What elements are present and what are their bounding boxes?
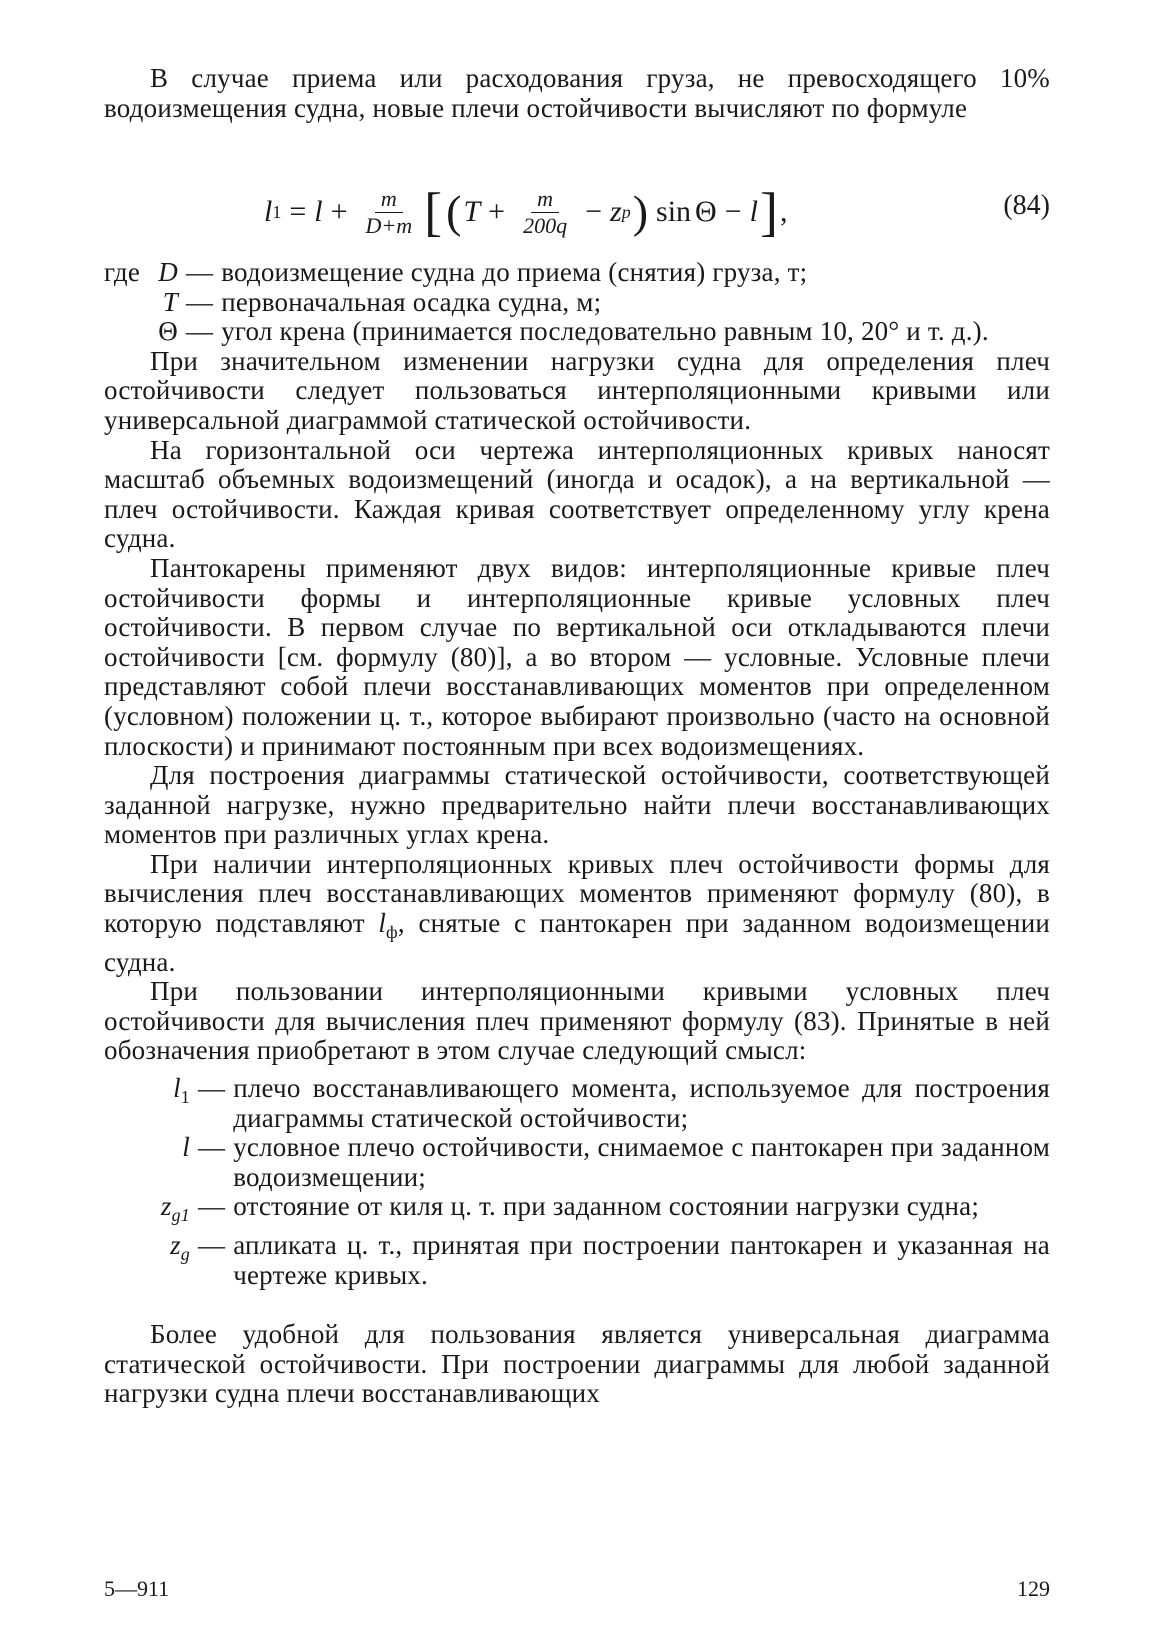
where-desc-theta: угол крена (принимается последовательно равным 10, 20° и т. д.).	[221, 316, 989, 347]
page-footer	[104, 1576, 1050, 1602]
dash: —	[186, 316, 214, 347]
def-sym-zg1-main: z	[160, 1191, 172, 1222]
formula-z-sub: p	[621, 201, 631, 222]
def-item-zg	[104, 1231, 1050, 1290]
formula-plus-2: +	[488, 195, 506, 228]
where-desc-D: водоизмещение судна до приема (снятия) груза, т;	[221, 257, 808, 287]
intro-paragraph: В случае приема или расходования груза, не превосходящего 10% водоизмещения судна, новые плечи остойчивости вычисляют по формуле	[104, 63, 1050, 123]
paragraph-lf-sym: l	[378, 908, 387, 939]
equation-number: (84)	[1003, 190, 1050, 221]
def-desc-l1: плечо восстанавливающего момента, используемое для построения диаграммы статической остойчивости;	[233, 1073, 1050, 1133]
formula-comma: ,	[779, 195, 788, 228]
dash: —	[198, 1230, 226, 1260]
formula-bracket-open: [	[424, 182, 443, 242]
def-sym-l1	[104, 1074, 190, 1133]
formula-expression	[264, 166, 787, 258]
dash: —	[186, 257, 214, 287]
where-sym-theta: Θ	[158, 316, 178, 347]
paragraph-lf-after: , снятые с пантокарен при заданном водоизмещении судна.	[104, 908, 1051, 977]
formula-theta: Θ	[695, 195, 717, 228]
def-item-zg1	[104, 1192, 1050, 1231]
paragraph-3: Пантокарены применяют двух видов: интерполяционные кривые плеч остойчивости формы и интерполяционные кривые условных плеч остойчивости. В первом случае по вертикальной оси откладываются плечи остойчивости [см. формулу (80)], а во втором — условные. Условные плечи представляют собой плечи восстанавливающих моментов при определенном (условном) положении ц. т., которое выбирают произвольно (часто на основной плоскости) и принимают постоянным при всех водоизмещениях.	[104, 552, 1050, 761]
def-desc-l: условное плечо остойчивости, снимаемое с пантокарен при заданном водоизмещении;	[233, 1132, 1050, 1192]
main-text	[104, 258, 1050, 1409]
dash: —	[198, 1073, 226, 1104]
def-item-l	[104, 1133, 1050, 1192]
formula-T: T	[463, 195, 481, 228]
formula-sin: sin	[656, 195, 692, 228]
intro-block	[104, 64, 1050, 123]
paragraph-2: На горизонтальной оси чертежа интерполяционных кривых наносят масштаб объемных водоизмещений (иногда и осадок), а на вертикальной — плеч остойчивости. Каждая кривая соответствует определенному углу крена судна.	[104, 434, 1050, 554]
formula-equals: =	[289, 195, 307, 228]
formula-l-2: l	[749, 195, 758, 228]
where-list	[104, 258, 1050, 347]
where-item-D	[104, 258, 1050, 288]
def-sym-zg-sub: g	[180, 1244, 190, 1264]
def-sym-zg1	[104, 1192, 190, 1231]
def-sym-zg1-sub: g1	[171, 1205, 190, 1226]
formula-minus: −	[585, 195, 602, 228]
where-lead: где	[104, 257, 141, 287]
def-desc-zg1: отстояние от киля ц. т. при заданном состоянии нагрузки судна;	[233, 1191, 980, 1222]
def-sym-l1-sub: 1	[180, 1087, 190, 1108]
where-sym-D: D	[158, 257, 178, 287]
fraction-1-numerator: m	[375, 186, 403, 213]
where-item-T	[104, 288, 1050, 318]
paragraph-4: Для построения диаграммы статической остойчивости, соответствующей заданной нагрузке, нужно предварительно найти плечи восстанавливающих моментов при различных углах крена.	[104, 760, 1050, 850]
formula-l1: l	[264, 195, 273, 228]
where-item-theta	[104, 317, 1050, 347]
dash: —	[186, 286, 214, 317]
paragraph-lf	[104, 850, 1050, 977]
where-sym-T: T	[162, 286, 178, 317]
formula-l: l	[314, 195, 323, 228]
signature-mark: 5—911	[104, 1576, 170, 1601]
paragraph-final: Более удобной для пользования является универсальная диаграмма статической остойчивости. При построении диаграммы для любой заданной нагрузки судна плечи восстанавливающих	[104, 1319, 1050, 1409]
dash: —	[198, 1132, 226, 1163]
where-desc-T: первоначальная осадка судна, м;	[221, 286, 602, 317]
formula-84	[104, 166, 1050, 258]
paragraph-lf-sub: ф	[386, 922, 398, 943]
formula-paren-open: (	[446, 186, 462, 237]
formula-fraction-1	[360, 186, 419, 239]
def-sym-l1-main: l	[173, 1073, 181, 1104]
fraction-2-numerator: m	[531, 186, 559, 213]
fraction-2-denominator: 200q	[523, 212, 568, 238]
def-sym-zg	[104, 1231, 190, 1290]
formula-paren-close: )	[632, 186, 649, 237]
spacer	[104, 288, 154, 318]
def-desc-zg: апликата ц. т., принятая при построении пантокарен и указанная на чертеже кривых.	[233, 1230, 1050, 1290]
spacer	[104, 317, 154, 347]
def-sym-l-main: l	[182, 1132, 190, 1163]
paragraph-1: При значительном изменении нагрузки судна для определения плеч остойчивости следует пользоваться интерполяционными кривыми или универсальной диаграммой статической остойчивости.	[104, 345, 1050, 435]
dash: —	[198, 1191, 226, 1222]
formula-l1-sub: 1	[272, 201, 282, 222]
formula-z: z	[610, 195, 622, 228]
def-sym-zg-main: z	[170, 1230, 181, 1260]
def-sym-l	[104, 1133, 190, 1192]
def-item-l1	[104, 1074, 1050, 1133]
fraction-1-denominator: D+m	[365, 212, 413, 238]
formula-minus-2: −	[724, 195, 742, 228]
defs-list	[104, 1074, 1050, 1290]
paragraph-83: При пользовании интерполяционными кривыми условных плеч остойчивости для вычисления плеч применяют формулу (83). Принятые в ней обозначения приобретают в этом случае следующий смысл:	[104, 976, 1050, 1066]
formula-fraction-2	[517, 186, 573, 239]
formula-plus: +	[330, 195, 348, 228]
paragraph-lf-before: При наличии интерполяционных кривых плеч остойчивости формы для вычисления плеч восстанавливающих моментов применяют формулу (80), в которую подставляют	[104, 848, 1050, 939]
formula-bracket-close: ]	[759, 182, 778, 242]
page-number: 129	[1017, 1576, 1050, 1601]
